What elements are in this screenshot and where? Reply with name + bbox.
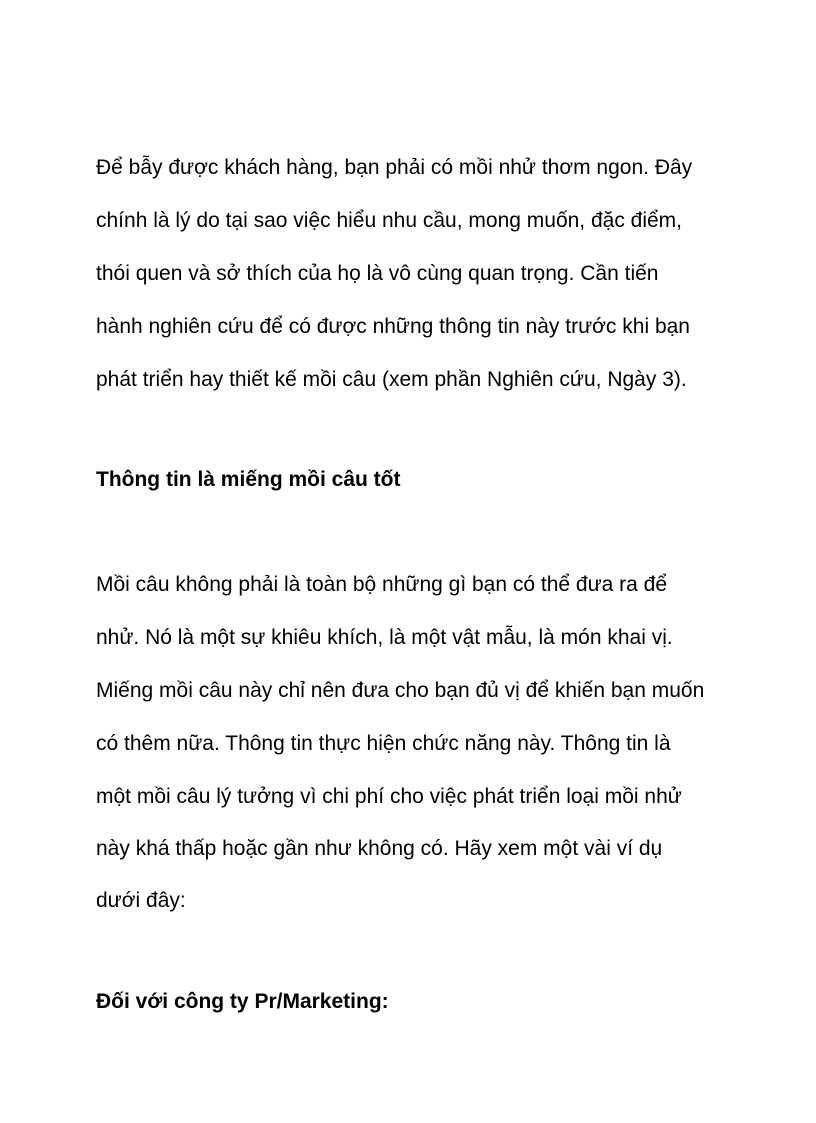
section-heading-pr-marketing: Đối với công ty Pr/Marketing: [96,990,389,1013]
paragraph-line: Mồi câu không phải là toàn bộ những gì bạn có thể đưa ra để [96,573,668,596]
paragraph-line: chính là lý do tại sao việc hiểu nhu cầu, mong muốn, đặc điểm, [96,209,683,232]
paragraph-line: một mồi câu lý tưởng vì chi phí cho việc phát triển loại mồi nhử [96,785,682,808]
paragraph-line: phát triển hay thiết kế mồi câu (xem phần Nghiên cứu, Ngày 3). [96,368,687,391]
paragraph-line: Miếng mồi câu này chỉ nên đưa cho bạn đủ vị để khiến bạn muốn [96,679,705,702]
paragraph-line: Để bẫy được khách hàng, bạn phải có mồi nhử thơm ngon. Đây [96,156,693,179]
paragraph-line: nhử. Nó là một sự khiêu khích, là một vật mẫu, là món khai vị. [96,626,673,649]
paragraph-line: dưới đây: [96,889,186,912]
paragraph-line: thói quen và sở thích của họ là vô cùng quan trọng. Cần tiến [96,262,659,285]
section-heading-information: Thông tin là miếng mồi câu tốt [96,468,401,491]
paragraph-line: này khá thấp hoặc gần như không có. Hãy xem một vài ví dụ [96,837,663,860]
paragraph-line: có thêm nữa. Thông tin thực hiện chức năng này. Thông tin là [96,732,671,755]
paragraph-line: hành nghiên cứu để có được những thông tin này trước khi bạn [96,315,690,338]
